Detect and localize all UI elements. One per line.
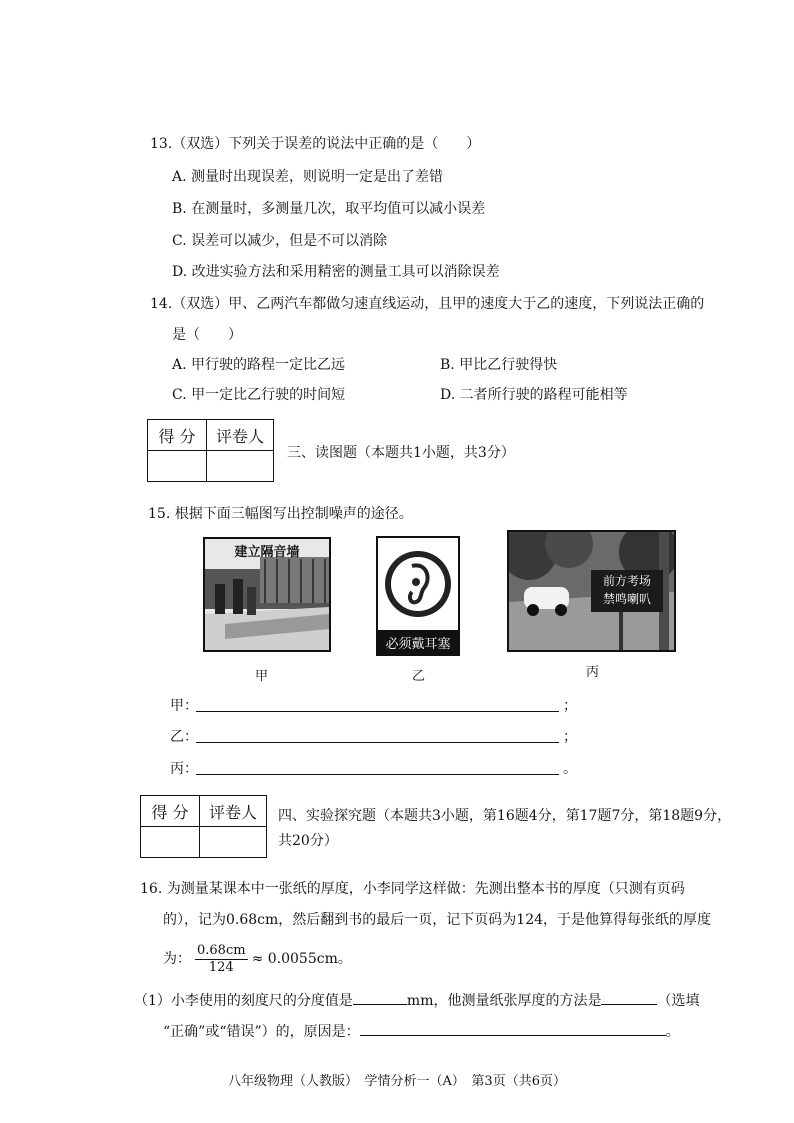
q14-option-b: B. 甲比乙行驶得快 (440, 357, 558, 373)
q16-sub1-line2 (163, 1023, 680, 1041)
q14-stem-line1: 14.（双选）甲、乙两汽车都做匀速直线运动，且甲的速度大于乙的速度，下列说法正确的 (150, 296, 705, 312)
figure-jia-soundproof-wall (203, 537, 331, 652)
score-box-section3 (147, 419, 274, 482)
score-label: 得 分 (148, 420, 207, 451)
q16-sub1-part-c: （选填 (657, 993, 700, 1009)
fig3-sign-line1: 前方考场 (602, 574, 651, 588)
score-label: 得 分 (141, 796, 200, 827)
q13-option-b: B. 在测量时，多测量几次，取平均值可以减小误差 (172, 201, 486, 217)
q15-stem: 15. 根据下面三幅图写出控制噪声的途径。 (148, 506, 413, 522)
q13-stem: 13.（双选）下列关于误差的说法中正确的是（ ） (150, 136, 481, 152)
caption-yi: 乙 (412, 669, 426, 684)
method-correctness-blank[interactable] (601, 1004, 657, 1005)
q14-option-d: D. 二者所行驶的路程可能相等 (440, 387, 628, 403)
caption-bing: 丙 (586, 665, 600, 680)
q14-stem-line2: 是（ ） (172, 327, 242, 343)
page-footer: 八年级物理（人教版） 学情分析一（A） 第3页（共6页） (228, 1074, 566, 1089)
q13-option-a: A. 测量时出现误差，则说明一定是出了差错 (172, 169, 444, 185)
q13-option-c: C. 误差可以减少，但是不可以消除 (172, 233, 388, 249)
answer-end-yi: ； (563, 729, 577, 745)
figure-yi-earplug-sign (376, 536, 460, 656)
fig2-sign-text: 必须戴耳塞 (385, 637, 451, 652)
fraction-denominator: 124 (208, 959, 234, 975)
score-cell[interactable] (148, 451, 207, 482)
answer-label-jia: 甲： (170, 698, 198, 714)
division-value-blank[interactable] (353, 1004, 407, 1005)
figure-bing-no-honking-sign (507, 530, 676, 652)
grader-cell[interactable] (200, 827, 267, 858)
grader-cell[interactable] (207, 451, 274, 482)
score-cell[interactable] (141, 827, 200, 858)
q16-sub1-line2-text: “正确”或“错误”）的，原因是： (163, 1024, 360, 1040)
score-box-section4 (140, 795, 267, 858)
grader-label: 评卷人 (200, 796, 267, 827)
q16-line3 (163, 941, 352, 977)
q13-option-d: D. 改进实验方法和采用精密的测量工具可以消除误差 (172, 264, 500, 280)
caption-jia: 甲 (255, 669, 269, 684)
section4-title-line1: 四、实验探究题（本题共3小题，第16题4分，第17题7分，第18题9分， (278, 808, 732, 824)
q16-sub1-part-b: mm，他测量纸张厚度的方法是 (406, 993, 602, 1009)
q14-option-a: A. 甲行驶的路程一定比乙远 (172, 357, 346, 373)
section4-title-line2: 共20分） (278, 833, 338, 849)
grader-label: 评卷人 (207, 420, 274, 451)
section3-title: 三、读图题（本题共1小题，共3分） (287, 445, 515, 461)
answer-line-yi[interactable] (196, 728, 559, 743)
fraction-numerator: 0.68cm (197, 942, 246, 958)
answer-end-jia: ； (563, 698, 577, 714)
fig3-sign-line2: 禁鸣喇叭 (602, 592, 651, 606)
answer-label-bing: 丙： (170, 761, 198, 777)
q16-line3-suffix: ≈ 0.0055cm。 (251, 951, 352, 967)
reason-blank[interactable] (360, 1035, 666, 1036)
answer-line-jia[interactable] (196, 697, 559, 712)
q16-sub1-part-a: （1）小李使用的刻度尺的分度值是 (134, 993, 353, 1009)
answer-line-bing[interactable] (196, 760, 559, 775)
q16-sub1-line2-end: 。 (665, 1024, 680, 1040)
q16-line1: 16. 为测量某课本中一张纸的厚度，小李同学这样做：先测出整本书的厚度（只测有页码 (140, 881, 685, 897)
thickness-fraction (195, 943, 248, 976)
answer-end-bing: 。 (563, 761, 577, 777)
q16-line2: 的），记为0.68cm，然后翻到书的最后一页，记下页码为124，于是他算得每张纸的厚度 (163, 912, 712, 928)
q16-sub1-line1 (134, 992, 699, 1010)
q16-line3-prefix: 为： (163, 951, 191, 967)
answer-label-yi: 乙： (170, 729, 198, 745)
fig1-sign-text: 建立隔音墙 (234, 545, 300, 560)
q14-option-c: C. 甲一定比乙行驶的时间短 (172, 387, 346, 403)
